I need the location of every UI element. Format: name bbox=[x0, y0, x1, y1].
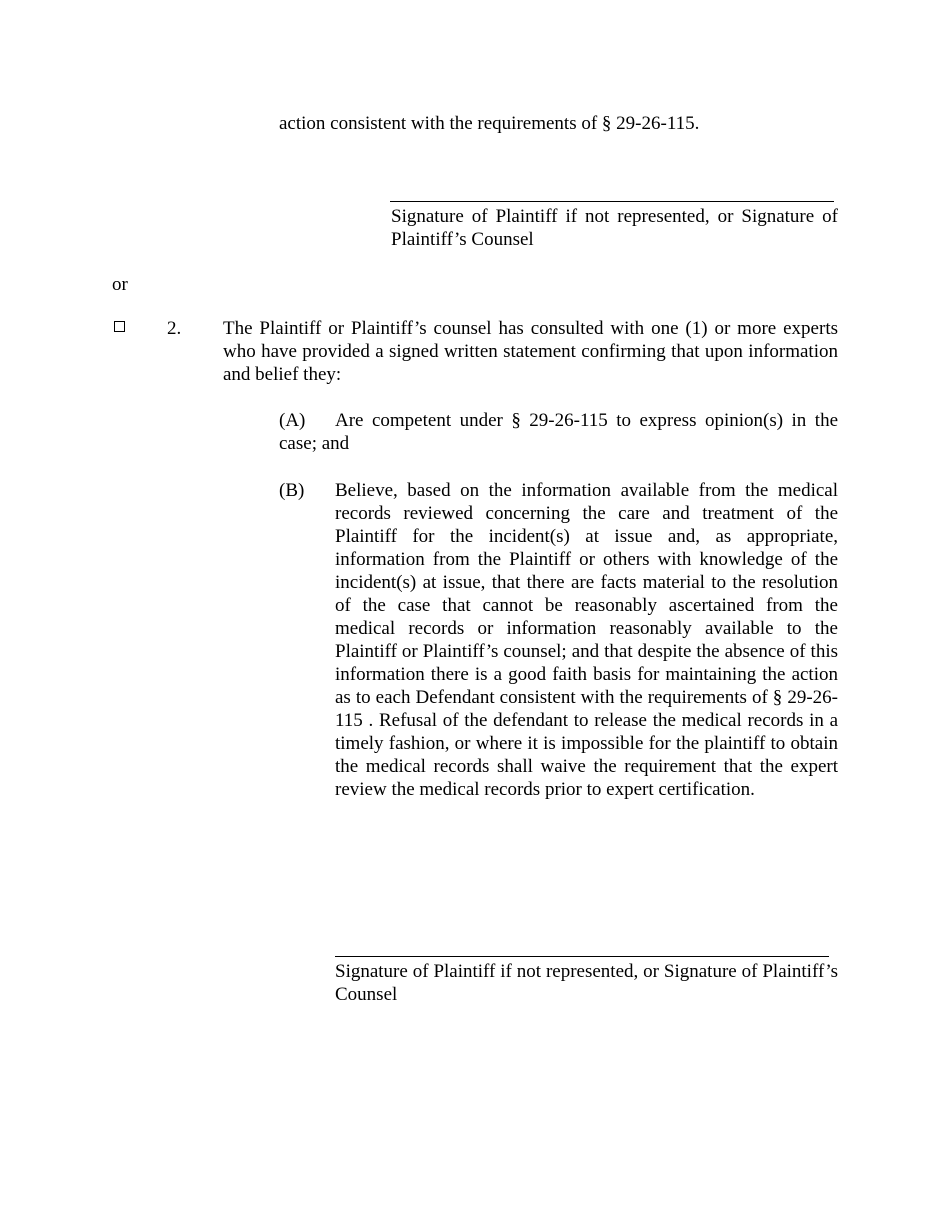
subitem-a-text: Are competent under § 29-26-115 to express opinion(s) in the case; and bbox=[279, 410, 838, 454]
option-2-number: 2. bbox=[167, 318, 182, 339]
continuation-line: action consistent with the requirements of § 29-26-115. bbox=[279, 113, 700, 134]
or-label: or bbox=[112, 274, 128, 295]
signature-line-1 bbox=[390, 201, 834, 202]
signature-line-2 bbox=[335, 956, 829, 957]
subitem-a-label: (A) bbox=[279, 410, 306, 431]
signature-caption-1: Signature of Plaintiff if not represented, or Signature of Plaintiff’s Counsel bbox=[391, 206, 838, 250]
signature-caption-2: Signature of Plaintiff if not represented, or Signature of Plaintiff’s Counsel bbox=[335, 961, 838, 1005]
option-2-checkbox[interactable] bbox=[114, 321, 125, 332]
subitem-b-text: Believe, based on the information available from the medical records reviewed concerning the care and treatment of the Plaintiff for the incident(s) at issue and, as appropriate, information from the Plaintiff or others with knowledge of the incident(s) at issue, that there are facts material to the resolution of the case that cannot be reasonably ascertained from the medical records or information reasonably available to the Plaintiff or Plaintiff’s counsel; and that despite the absence of this information there is a good faith basis for maintaining the action as to each Defendant consistent with the requirements of § 29-26-115 . Refusal of the defendant to release the medical records in a timely fashion, or where it is impossible for the plaintiff to obtain the medical records shall waive the requirement that the expert review the medical records prior to expert certification. bbox=[335, 480, 838, 800]
option-2-text: The Plaintiff or Plaintiff’s counsel has consulted with one (1) or more experts who have provided a signed written statement confirming that upon information and belief they: bbox=[223, 318, 838, 385]
subitem-b-label: (B) bbox=[279, 480, 305, 501]
